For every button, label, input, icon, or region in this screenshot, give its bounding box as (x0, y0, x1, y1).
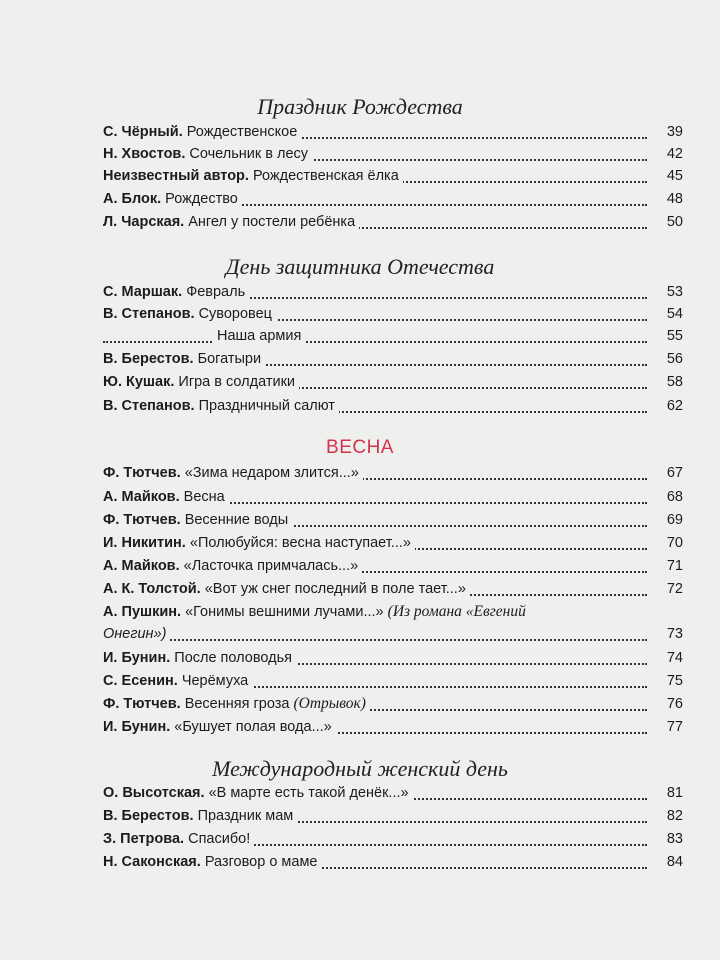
entry-title: Разговор о маме (204, 854, 318, 870)
dot-leader (103, 341, 647, 343)
toc-entry[interactable] (103, 828, 683, 850)
entry-author: Н. Саконская. (103, 854, 201, 870)
entry-title: Весенняя гроза (184, 696, 290, 712)
entry-author: А. Пушкин. (103, 604, 182, 620)
entry-author: О. Высотская. (103, 785, 205, 801)
entry-page-number: 71 (649, 555, 683, 577)
entry-page-number: 76 (649, 693, 683, 715)
section-title: Международный женский день (212, 756, 508, 781)
entry-page-number: 68 (649, 486, 683, 508)
toc-entry[interactable] (103, 578, 683, 600)
toc-entry[interactable] (103, 782, 683, 804)
entry-title: «Вот уж снег последний в поле тает...» (204, 581, 466, 597)
entry-page-number: 74 (649, 647, 683, 669)
toc-entry[interactable] (103, 670, 683, 692)
entry-author: Ф. Тютчев. (103, 512, 181, 528)
entry-title: После половодья (174, 650, 292, 666)
entry-page-number: 81 (649, 782, 683, 804)
entry-title: Суворовец (198, 306, 272, 322)
toc-entry[interactable] (103, 601, 683, 645)
entry-author: А. Блок. (103, 191, 162, 207)
entry-page-number: 53 (649, 281, 683, 303)
entry-author: Л. Чарская. (103, 214, 185, 230)
toc-entry[interactable] (103, 532, 683, 554)
entry-page-number: 72 (649, 578, 683, 600)
toc-entry[interactable] (103, 143, 683, 165)
toc-entry[interactable] (103, 348, 683, 370)
entry-author: З. Петрова. (103, 831, 185, 847)
entry-author: С. Маршак. (103, 284, 183, 300)
toc-entry[interactable] (103, 371, 683, 393)
entry-page-number: 50 (649, 211, 683, 233)
entry-page-number: 77 (649, 716, 683, 738)
entry-title: Весенние воды (184, 512, 289, 528)
toc-entry[interactable] (103, 165, 683, 187)
section-title: ВЕСНА (326, 437, 394, 458)
entry-note-continued: Онегин») (103, 623, 170, 645)
entry-title: «Полюбуйся: весна наступает...» (189, 535, 411, 551)
entry-title: Февраль (186, 284, 246, 300)
entry-title: Праздник мам (197, 808, 294, 824)
entry-title: «Зима недаром злится...» (184, 465, 359, 481)
entry-author: Ю. Кушак. (103, 374, 175, 390)
section-title: Праздник Рождества (257, 94, 463, 119)
entry-title: Рождественское (186, 124, 298, 140)
entry-author: И. Никитин. (103, 535, 186, 551)
toc-entry[interactable] (103, 486, 683, 508)
entry-title: Ангел у постели ребёнка (188, 214, 356, 230)
toc-entry[interactable] (103, 121, 683, 143)
entry-author: Ф. Тютчев. (103, 696, 181, 712)
entry-title: Наша армия (217, 328, 302, 344)
entry-page-number: 75 (649, 670, 683, 692)
entry-page-number: 48 (649, 188, 683, 210)
entry-note: (Из романа «Евгений (387, 603, 526, 620)
entry-note: (Отрывок) (293, 695, 366, 712)
toc-entry[interactable] (103, 303, 683, 325)
dot-leader (103, 639, 647, 641)
entry-title: «В марте есть такой денёк...» (208, 785, 409, 801)
entry-author: И. Бунин. (103, 650, 171, 666)
entry-page-number: 70 (649, 532, 683, 554)
entry-title: Богатыри (197, 351, 262, 367)
entry-title: Спасибо! (188, 831, 251, 847)
entry-author: Н. Хвостов. (103, 146, 186, 162)
entry-author: И. Бунин. (103, 719, 171, 735)
entry-author: В. Степанов. (103, 398, 195, 414)
entry-page-number: 69 (649, 509, 683, 531)
toc-entry[interactable] (103, 647, 683, 669)
section-title: День защитника Отечества (225, 254, 495, 279)
entry-author: В. Берестов. (103, 351, 194, 367)
toc-entry[interactable] (103, 555, 683, 577)
toc-entry[interactable] (103, 325, 683, 347)
entry-page-number: 42 (649, 143, 683, 165)
entry-author: А. Майков. (103, 558, 180, 574)
toc-entry[interactable] (103, 693, 683, 715)
entry-author: А. К. Толстой. (103, 581, 201, 597)
entry-page-number: 54 (649, 303, 683, 325)
entry-author: В. Берестов. (103, 808, 194, 824)
entry-title: Рождество (165, 191, 238, 207)
entry-page-number: 67 (649, 462, 683, 484)
entry-title: «Бушует полая вода...» (174, 719, 332, 735)
entry-author: А. Майков. (103, 489, 180, 505)
entry-page-number: 39 (649, 121, 683, 143)
entry-title: Черёмуха (181, 673, 249, 689)
toc-entry[interactable] (103, 395, 683, 417)
entry-title: «Гонимы вешними лучами...» (185, 604, 384, 620)
entry-page-number: 45 (649, 165, 683, 187)
toc-entry[interactable] (103, 805, 683, 827)
entry-title: Праздничный салют (198, 398, 335, 414)
toc-entry[interactable] (103, 281, 683, 303)
toc-entry[interactable] (103, 851, 683, 873)
entry-page-number: 55 (649, 325, 683, 347)
entry-title: Весна (183, 489, 225, 505)
entry-page-number: 83 (649, 828, 683, 850)
toc-entry[interactable] (103, 716, 683, 738)
entry-author: Ф. Тютчев. (103, 465, 181, 481)
entry-page-number: 84 (649, 851, 683, 873)
toc-entry[interactable] (103, 188, 683, 210)
entry-author: С. Чёрный. (103, 124, 183, 140)
entry-author: Неизвестный автор. (103, 168, 249, 184)
toc-entry[interactable] (103, 211, 683, 233)
entry-page-number: 73 (649, 623, 683, 645)
entry-title: «Ласточка примчалась...» (183, 558, 359, 574)
toc-entry[interactable] (103, 462, 683, 484)
entry-title: Игра в солдатики (178, 374, 296, 390)
entry-title: Сочельник в лесу (189, 146, 309, 162)
entry-author: В. Степанов. (103, 306, 195, 322)
entry-page-number: 58 (649, 371, 683, 393)
entry-author: С. Есенин. (103, 673, 178, 689)
entry-page-number: 56 (649, 348, 683, 370)
entry-title: Рождественская ёлка (252, 168, 399, 184)
entry-page-number: 62 (649, 395, 683, 417)
entry-page-number: 82 (649, 805, 683, 827)
toc-entry[interactable] (103, 509, 683, 531)
